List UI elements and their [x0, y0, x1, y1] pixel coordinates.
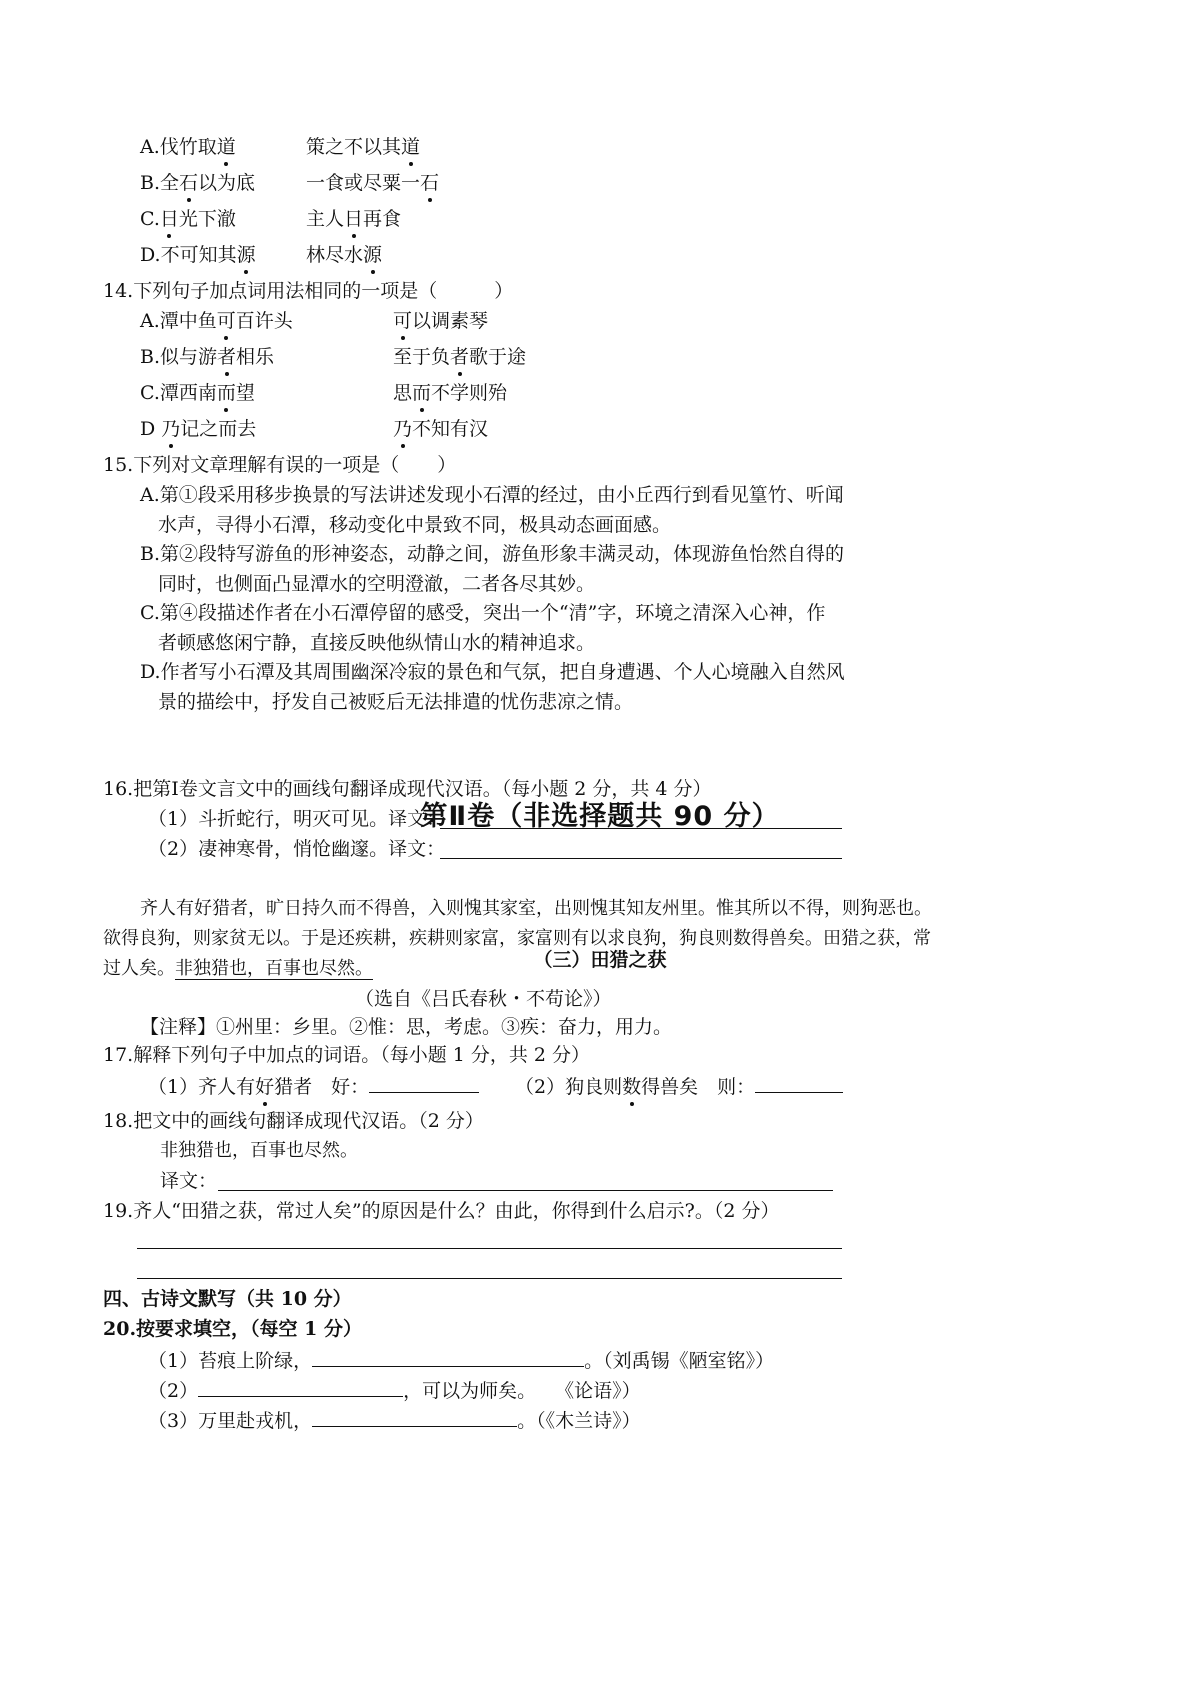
q14-option-d	[140, 416, 489, 442]
q14-option-a-left: A.潭中鱼可百许头	[140, 310, 293, 332]
passage3-line-1: 齐人有好猎者，旷日持久而不得兽，入则愧其家室，出则愧其知友州里。惟其所以不得，则狗恶也。	[140, 898, 932, 919]
q13-option-c-right: 主人日再食	[306, 208, 402, 230]
q14-option-d-right: 乃不知有汉	[393, 418, 489, 440]
q20-item-2	[148, 1376, 641, 1404]
q15-option-a-line2: 水声，寻得小石潭，移动变化中景致不同，极具动态画面感。	[158, 514, 672, 536]
q20-stem: 20.按要求填空，（每空 1 分）	[103, 1318, 363, 1340]
q14-stem: 14.下列句子加点词用法相同的一项是（ ）	[103, 280, 514, 302]
q13-option-a	[140, 134, 421, 160]
passage3-underlined-sentence: 非独猎也，百事也尽然。	[175, 958, 373, 979]
passage3-line-2: 欲得良狗，则家贫无以。于是还疾耕，疾耕则家富，家富则有以求良狗，狗良则数得兽矣。田猎之获，常	[103, 928, 931, 949]
q17-item-1	[148, 1072, 479, 1100]
q13-option-d	[140, 242, 383, 268]
q14-option-c	[140, 380, 508, 406]
q13-option-d-left: D.不可知其源	[140, 244, 256, 266]
q18-stem: 18.把文中的画线句翻译成现代汉语。（2 分）	[103, 1110, 484, 1132]
q20-item-3-start: （3）万里赴戎机，	[148, 1410, 313, 1432]
q15-stem: 15.下列对文章理解有误的一项是（ ）	[103, 454, 457, 476]
q15-option-b-line1: B.第②段特写游鱼的形神姿态，动静之间，游鱼形象丰满灵动，体现游鱼怡然自得的	[140, 543, 845, 565]
q15-option-a-line1: A.第①段采用移步换景的写法讲述发现小石潭的经过，由小丘西行到看见篁竹、听闻	[140, 484, 844, 506]
passage3-title: （三）田猎之获	[533, 949, 667, 971]
q20-item-1-start: （1）苔痕上阶绿，	[148, 1350, 313, 1372]
q19-answer-line-1[interactable]	[137, 1248, 842, 1249]
q15-option-c-line1: C.第④段描述作者在小石潭停留的感受，突出一个“清”字，环境之清深入心神，作	[140, 602, 826, 624]
q14-option-a	[140, 308, 489, 334]
section2-title: 第Ⅱ卷（非选择题共 90 分）	[420, 801, 780, 832]
q18-label: 译文：	[160, 1170, 218, 1192]
q17-blank-1[interactable]	[369, 1072, 479, 1093]
q16-item-1: （1）斗折蛇行，明灭可见。译文：	[148, 808, 446, 830]
q16-answer-line-2[interactable]	[440, 858, 842, 859]
q17-blank-2[interactable]	[755, 1072, 843, 1093]
q14-option-b	[140, 344, 527, 370]
q13-option-d-right: 林尽水源	[306, 244, 383, 266]
q20-item-3-end: 。（《木兰诗》）	[517, 1410, 641, 1432]
q14-option-b-left: B.似与游者相乐	[140, 346, 275, 368]
q13-option-c-left: C.日光下澈	[140, 208, 236, 230]
q14-option-b-right: 至于负者歌于途	[393, 346, 527, 368]
q20-blank-2[interactable]	[198, 1376, 403, 1397]
q15-option-c-line2: 者顿感悠闲宁静，直接反映他纵情山水的精神追求。	[158, 632, 596, 654]
q14-option-a-right: 可以调素琴	[393, 310, 489, 332]
q13-option-a-right: 策之不以其道	[306, 136, 421, 158]
q19-stem: 19.齐人“田猎之获，常过人矣”的原因是什么？由此，你得到什么启示?。（2 分）	[103, 1200, 780, 1222]
q19-answer-line-2[interactable]	[137, 1278, 842, 1279]
q20-item-2-end: ，可以为师矣。 《论语》）	[403, 1380, 641, 1402]
q20-item-3	[148, 1406, 641, 1434]
q16-answer-line-1[interactable]	[440, 828, 842, 829]
q20-item-1-end: 。（刘禹锡《陋室铭》）	[584, 1350, 775, 1372]
q13-option-a-left: A.伐竹取道	[140, 136, 236, 158]
q15-option-d-line2: 景的描绘中，抒发自己被贬后无法排遣的忧伤悲凉之情。	[158, 691, 634, 713]
q13-option-b-left: B.全石以为底	[140, 172, 256, 194]
section4-heading: 四、古诗文默写（共 10 分）	[103, 1288, 352, 1310]
q17-item-2	[515, 1072, 843, 1100]
passage3-note: 【注释】①州里：乡里。②惟：思，考虑。③疾：奋力，用力。	[140, 1016, 673, 1038]
q15-option-d-line1: D.作者写小石潭及其周围幽深冷寂的景色和气氛，把自身遭遇、个人心境融入自然风	[140, 661, 845, 683]
q17-item-1-text: （1）齐人有好猎者 好：	[148, 1076, 370, 1098]
q16-item-2: （2）凄神寒骨，悄怆幽邃。译文：	[148, 838, 446, 860]
q14-option-d-left: D 乃记之而去	[140, 418, 257, 440]
q20-item-2-start: （2）	[148, 1380, 199, 1402]
q16-stem: 16.把第Ⅰ卷文言文中的画线句翻译成现代汉语。（每小题 2 分，共 4 分）	[103, 778, 712, 800]
q17-stem: 17.解释下列句子中加点的词语。（每小题 1 分，共 2 分）	[103, 1044, 591, 1066]
passage3-source: （选自《吕氏春秋・不苟论》）	[355, 988, 612, 1010]
q18-sentence: 非独猎也，百事也尽然。	[160, 1140, 358, 1161]
q15-option-b-line2: 同时，也侧面凸显潭水的空明澄澈，二者各尽其妙。	[158, 573, 596, 595]
passage3-line-3-start: 过人矣。	[103, 958, 175, 979]
q13-option-b-right: 一食或尽粟一石	[306, 172, 440, 194]
q20-blank-1[interactable]	[312, 1346, 584, 1367]
q18-answer-line[interactable]	[218, 1190, 833, 1191]
q14-option-c-right: 思而不学则殆	[393, 382, 508, 404]
q20-blank-3[interactable]	[312, 1406, 517, 1427]
q13-option-b	[140, 170, 440, 196]
q20-item-1	[148, 1346, 774, 1374]
passage3-line-3	[103, 956, 373, 982]
q17-item-2-text: （2）狗良则数得兽矣 则：	[515, 1076, 756, 1098]
q13-option-c	[140, 206, 402, 232]
q14-option-c-left: C.潭西南而望	[140, 382, 255, 404]
